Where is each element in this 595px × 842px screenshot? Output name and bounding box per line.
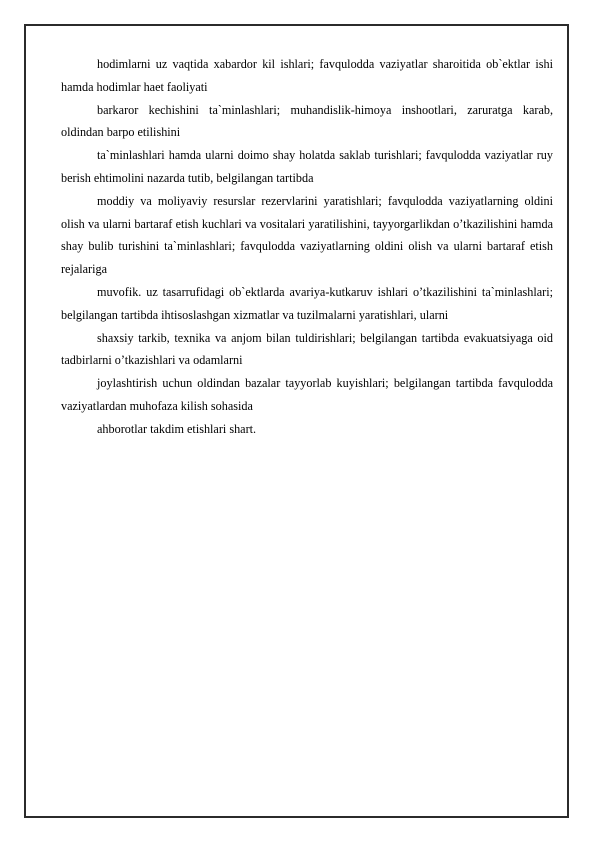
- paragraph: muvofik. uz tasarrufidagi ob`ektlarda avariya-kutkaruv ishlari o’tkazilishini ta`minlashlari; belgilangan tartibda ihtisoslashgan xizmatlar va tuzilmalarni yaratishlari, ularni: [61, 284, 553, 322]
- paragraph: ta`minlashlari hamda ularni doimo shay holatda saklab turishlari; favqulodda vaziyatlar ruy berish ehtimolini nazarda tutib, belgilangan tartibda: [61, 148, 553, 185]
- paragraph: barkaror kechishini ta`minlashlari; muhandislik-himoya inshootlari, zaruratga karab, oldindan barpo etilishini: [61, 102, 553, 140]
- paragraph: moddiy va moliyaviy resurslar rezervlarini yaratishlari; favqulodda vaziyatlarning oldini olish va ularni bartaraf etish kuchlari va vositalari yaratilishini, tayyorgarlikdan o’tkazilishini hamda shay bulib turishini ta`minlashlari; favqulodda vaziyatlarning oldini olish va ularni bartaraf etish rejalariga: [61, 193, 553, 277]
- document-body: [61, 53, 553, 441]
- paragraph: hodimlarni uz vaqtida xabardor kil ishlari; favqulodda vaziyatlar sharoitida ob`ektlar ishi hamda hodimlar haet faoliyati: [61, 57, 553, 94]
- paragraph: ahborotlar takdim etishlari shart.: [97, 421, 257, 436]
- paragraph: shaxsiy tarkib, texnika va anjom bilan tuldirishlari; belgilangan tartibda evakuatsiyaga oid tadbirlarni o’tkazishlari va odamlarni: [61, 330, 553, 368]
- paragraph: joylashtirish uchun oldindan bazalar tayyorlab kuyishlari; belgilangan tartibda favqulodda vaziyatlardan muhofaza kilish sohasida: [61, 376, 553, 413]
